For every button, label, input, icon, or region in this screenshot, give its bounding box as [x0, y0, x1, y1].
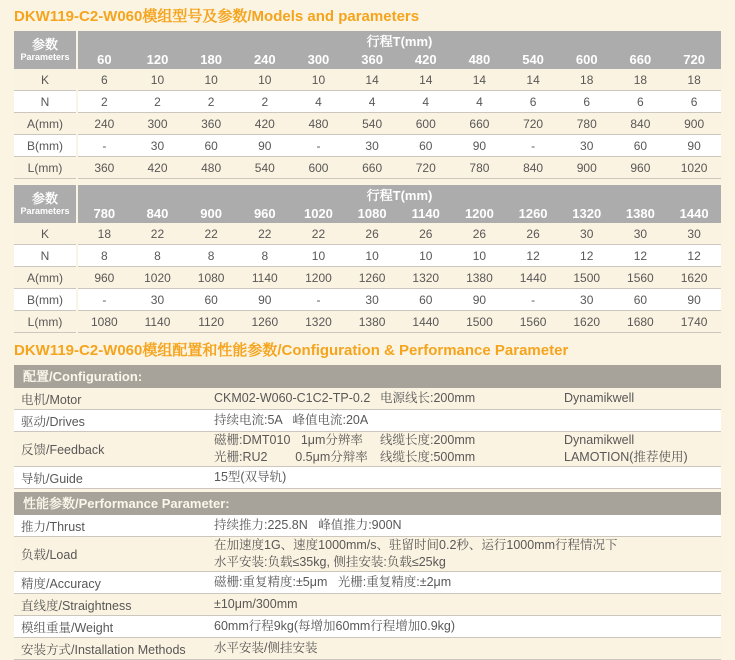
table-cell: 1740	[667, 311, 721, 333]
table-cell: 4	[345, 91, 399, 113]
stroke-column-header: 360	[345, 50, 399, 69]
row-label: N	[14, 91, 77, 113]
table-cell: 360	[77, 157, 131, 179]
table-cell: 22	[184, 223, 238, 245]
performance-value: 在加速度1G、速度1000mm/s、驻留时间0.2秒、运行1000mm行程情况下	[214, 538, 618, 552]
performance-row-values	[214, 640, 721, 657]
table-cell: 2	[238, 91, 292, 113]
table-cell: 90	[667, 135, 721, 157]
performance-row-label: 模组重量/Weight	[21, 620, 114, 635]
table-cell: -	[506, 135, 560, 157]
table-cell: 6	[506, 91, 560, 113]
table-cell: 660	[453, 113, 507, 135]
stroke-column-header: 1080	[345, 204, 399, 223]
table-cell: 1560	[506, 311, 560, 333]
config-segment: 线缆长度:500mm	[380, 450, 476, 464]
performance-row-label: 精度/Accuracy	[21, 576, 101, 591]
param-label-cn: 参数	[31, 191, 58, 206]
table-cell: 2	[77, 91, 131, 113]
table-cell: 660	[345, 157, 399, 179]
configuration-table	[14, 388, 721, 489]
config-row-values	[214, 412, 721, 429]
param-row-K	[14, 223, 721, 245]
stroke-column-header: 600	[560, 50, 614, 69]
table-cell: 6	[614, 91, 668, 113]
table-cell: 90	[238, 289, 292, 311]
stroke-column-header: 1380	[614, 204, 668, 223]
table-cell: 420	[238, 113, 292, 135]
param-row-K	[14, 69, 721, 91]
stroke-column-header: 840	[131, 204, 185, 223]
config-segment: LAMOTION(推荐使用)	[564, 450, 688, 464]
config-line	[214, 412, 721, 429]
table-cell: 30	[560, 223, 614, 245]
config-heading: DKW119-C2-W060模组配置和性能参数/Configuration & Performance Parameter	[14, 342, 569, 359]
table-cell: 8	[238, 245, 292, 267]
stroke-column-header: 480	[453, 50, 507, 69]
table-cell: 360	[184, 113, 238, 135]
table-cell: 300	[131, 113, 185, 135]
param-header-cell	[14, 31, 77, 69]
table-cell: -	[292, 135, 346, 157]
performance-row	[14, 616, 721, 638]
performance-value: ±10μm/300mm	[214, 597, 298, 611]
table-cell: 8	[131, 245, 185, 267]
table-cell: 1020	[667, 157, 721, 179]
table-cell: 780	[560, 113, 614, 135]
table-cell: 8	[77, 245, 131, 267]
table-cell: 1200	[292, 267, 346, 289]
table-cell: 22	[238, 223, 292, 245]
row-label: K	[14, 69, 77, 91]
performance-line	[214, 574, 721, 591]
stroke-column-header: 720	[667, 50, 721, 69]
table-cell: -	[77, 135, 131, 157]
config-segment: Dynamikwell	[564, 391, 635, 405]
param-row-A(mm)	[14, 113, 721, 135]
stroke-column-header: 120	[131, 50, 185, 69]
config-segment: 光栅:RU2 0.5μm分辩率	[214, 450, 368, 464]
config-line	[214, 449, 721, 466]
header-row-stroke	[14, 31, 721, 50]
stroke-column-header: 420	[399, 50, 453, 69]
table-cell: 30	[131, 135, 185, 157]
performance-row	[14, 594, 721, 616]
table-cell: 30	[667, 223, 721, 245]
table-cell: 14	[345, 69, 399, 91]
table-cell: 1080	[77, 311, 131, 333]
param-label-en: Parameters	[20, 52, 70, 62]
config-row-label: 驱动/Drives	[21, 414, 85, 429]
performance-row-values	[214, 574, 721, 591]
table-cell: 12	[506, 245, 560, 267]
table-cell: 1620	[560, 311, 614, 333]
models-table-1	[14, 31, 721, 179]
performance-value: 水平安装:负载≤35kg, 侧挂安装:负载≤25kg	[214, 555, 446, 569]
table-cell: 4	[292, 91, 346, 113]
table-cell: 22	[131, 223, 185, 245]
param-label-en: Parameters	[20, 206, 70, 216]
table-cell: 6	[667, 91, 721, 113]
table-cell: 480	[184, 157, 238, 179]
table-cell: 4	[453, 91, 507, 113]
table-cell: 90	[238, 135, 292, 157]
stroke-column-header: 180	[184, 50, 238, 69]
table-cell: 90	[453, 135, 507, 157]
stroke-column-header: 300	[292, 50, 346, 69]
stroke-column-header: 900	[184, 204, 238, 223]
param-row-A(mm)	[14, 267, 721, 289]
table-cell: 480	[292, 113, 346, 135]
table-cell: 780	[453, 157, 507, 179]
table-cell: 26	[345, 223, 399, 245]
table-cell: 960	[77, 267, 131, 289]
performance-line	[214, 640, 721, 657]
row-label: N	[14, 245, 77, 267]
config-value: 15型(双导轨)	[214, 470, 287, 484]
table-cell: 1260	[238, 311, 292, 333]
table-cell: 1440	[399, 311, 453, 333]
table-cell: 10	[238, 69, 292, 91]
table-cell: 2	[184, 91, 238, 113]
table-cell: 18	[667, 69, 721, 91]
table-cell: 1020	[131, 267, 185, 289]
table-cell: 1080	[184, 267, 238, 289]
table-cell: 1320	[399, 267, 453, 289]
stroke-column-header: 780	[77, 204, 131, 223]
performance-value: 水平安装/侧挂安装	[214, 641, 318, 655]
performance-row-label: 推力/Thrust	[21, 519, 85, 534]
table-cell: 600	[292, 157, 346, 179]
table-cell: 10	[292, 69, 346, 91]
table-cell: 8	[184, 245, 238, 267]
performance-row	[14, 537, 721, 572]
table-cell: -	[77, 289, 131, 311]
table-cell: 240	[77, 113, 131, 135]
table-cell: 30	[345, 135, 399, 157]
performance-value: 60mm行程9kg(每增加60mm行程增加0.9kg)	[214, 619, 456, 633]
table-cell: 60	[184, 135, 238, 157]
config-row	[14, 432, 721, 467]
table-cell: -	[292, 289, 346, 311]
table-cell: 1620	[667, 267, 721, 289]
table-cell: 1380	[453, 267, 507, 289]
row-label: B(mm)	[14, 135, 77, 157]
table-cell: 2	[131, 91, 185, 113]
param-row-N	[14, 245, 721, 267]
config-segment: 磁栅:DMT010 1μm分辨率	[214, 433, 363, 447]
table-cell: 960	[614, 157, 668, 179]
table-cell: 6	[560, 91, 614, 113]
table-cell: 60	[399, 135, 453, 157]
param-label-cn: 参数	[31, 37, 58, 52]
param-row-B(mm)	[14, 289, 721, 311]
param-row-N	[14, 91, 721, 113]
header-row-columns	[14, 204, 721, 223]
config-value: 持续电流:5A 峰值电流:20A	[214, 413, 369, 427]
table-cell: 1260	[345, 267, 399, 289]
table-cell: 1120	[184, 311, 238, 333]
stroke-column-header: 240	[238, 50, 292, 69]
config-row	[14, 388, 721, 410]
config-row	[14, 410, 721, 432]
stroke-column-header: 660	[614, 50, 668, 69]
row-label: A(mm)	[14, 113, 77, 135]
config-row-values	[214, 390, 721, 407]
table-cell: 18	[614, 69, 668, 91]
config-row-values	[214, 469, 721, 486]
stroke-column-header: 1320	[560, 204, 614, 223]
table-cell: 1440	[506, 267, 560, 289]
models-heading: DKW119-C2-W060模组型号及参数/Models and parameters	[14, 8, 420, 25]
table-cell: 12	[614, 245, 668, 267]
table-cell: 30	[614, 223, 668, 245]
performance-line	[214, 618, 721, 635]
table-cell: 14	[506, 69, 560, 91]
table-cell: 1320	[292, 311, 346, 333]
row-label: K	[14, 223, 77, 245]
stroke-header: 行程T(mm)	[77, 185, 721, 204]
performance-row	[14, 515, 721, 537]
param-row-B(mm)	[14, 135, 721, 157]
table-cell: 30	[131, 289, 185, 311]
stroke-column-header: 60	[77, 50, 131, 69]
table-cell: 14	[453, 69, 507, 91]
table-cell: 1560	[614, 267, 668, 289]
table-cell: 12	[667, 245, 721, 267]
table-cell: 90	[667, 289, 721, 311]
table-cell: 1140	[131, 311, 185, 333]
stroke-column-header: 540	[506, 50, 560, 69]
header-row-columns	[14, 50, 721, 69]
table-cell: 60	[614, 289, 668, 311]
table-cell: 1500	[453, 311, 507, 333]
table-cell: 10	[292, 245, 346, 267]
table-cell: 14	[399, 69, 453, 91]
performance-row-label: 安装方式/Installation Methods	[21, 642, 186, 657]
config-segment: 电源线长:200mm	[380, 391, 476, 405]
table-cell: 900	[667, 113, 721, 135]
param-header-cell	[14, 185, 77, 223]
performance-line	[214, 554, 721, 571]
table-cell: 26	[399, 223, 453, 245]
row-label: L(mm)	[14, 311, 77, 333]
config-row-label: 导轨/Guide	[21, 471, 83, 486]
config-line	[214, 390, 721, 407]
performance-row-label: 直线度/Straightness	[21, 598, 132, 613]
table-cell: 840	[506, 157, 560, 179]
stroke-column-header: 1440	[667, 204, 721, 223]
performance-row-values	[214, 596, 721, 613]
config-segment: CKM02-W060-C1C2-TP-0.2	[214, 391, 371, 405]
config-segment: Dynamikwell	[564, 433, 635, 447]
config-line	[214, 469, 721, 486]
table-cell: 720	[399, 157, 453, 179]
table-cell: 30	[345, 289, 399, 311]
performance-value: 持续推力:225.8N 峰值推力:900N	[214, 518, 402, 532]
table-cell: 900	[560, 157, 614, 179]
header-row-stroke	[14, 185, 721, 204]
models-tables	[14, 31, 721, 333]
stroke-column-header: 1200	[453, 204, 507, 223]
table-cell: 26	[506, 223, 560, 245]
configuration-section-bar: 配置/Configuration:	[14, 365, 721, 388]
performance-row	[14, 572, 721, 594]
performance-line	[214, 517, 721, 534]
performance-row-values	[214, 537, 721, 571]
table-cell: -	[506, 289, 560, 311]
table-cell: 60	[399, 289, 453, 311]
row-label: B(mm)	[14, 289, 77, 311]
table-cell: 540	[238, 157, 292, 179]
config-row-label: 电机/Motor	[21, 392, 82, 407]
config-line	[214, 432, 721, 449]
config-row-values	[214, 432, 721, 466]
performance-line	[214, 596, 721, 613]
param-row-L(mm)	[14, 157, 721, 179]
config-row	[14, 467, 721, 489]
table-cell: 10	[184, 69, 238, 91]
table-cell: 22	[292, 223, 346, 245]
table-cell: 4	[399, 91, 453, 113]
table-cell: 12	[560, 245, 614, 267]
models-table-2	[14, 185, 721, 333]
stroke-column-header: 1260	[506, 204, 560, 223]
stroke-header: 行程T(mm)	[77, 31, 721, 50]
table-cell: 10	[399, 245, 453, 267]
stroke-column-header: 1020	[292, 204, 346, 223]
table-cell: 1500	[560, 267, 614, 289]
config-segment: 线缆长度:200mm	[380, 433, 476, 447]
param-row-L(mm)	[14, 311, 721, 333]
table-cell: 10	[131, 69, 185, 91]
row-label: A(mm)	[14, 267, 77, 289]
table-cell: 420	[131, 157, 185, 179]
table-cell: 26	[453, 223, 507, 245]
performance-row	[14, 638, 721, 660]
table-cell: 90	[453, 289, 507, 311]
performance-row-label: 负载/Load	[21, 548, 78, 562]
table-cell: 10	[453, 245, 507, 267]
table-cell: 30	[560, 135, 614, 157]
config-row-label: 反馈/Feedback	[21, 443, 105, 457]
table-cell: 1140	[238, 267, 292, 289]
table-cell: 720	[506, 113, 560, 135]
table-cell: 60	[614, 135, 668, 157]
table-cell: 10	[345, 245, 399, 267]
table-cell: 30	[560, 289, 614, 311]
stroke-column-header: 1140	[399, 204, 453, 223]
table-cell: 6	[77, 69, 131, 91]
performance-row-values	[214, 517, 721, 534]
table-cell: 18	[560, 69, 614, 91]
table-cell: 840	[614, 113, 668, 135]
table-cell: 1380	[345, 311, 399, 333]
performance-value: 磁栅:重复精度:±5μm 光栅:重复精度:±2μm	[214, 575, 452, 589]
stroke-column-header: 960	[238, 204, 292, 223]
table-cell: 1680	[614, 311, 668, 333]
table-cell: 18	[77, 223, 131, 245]
performance-row-values	[214, 618, 721, 635]
performance-line	[214, 537, 721, 554]
table-cell: 540	[345, 113, 399, 135]
table-cell: 600	[399, 113, 453, 135]
table-cell: 60	[184, 289, 238, 311]
performance-section-bar: 性能参数/Performance Parameter:	[14, 492, 721, 515]
performance-table	[14, 515, 721, 660]
row-label: L(mm)	[14, 157, 77, 179]
